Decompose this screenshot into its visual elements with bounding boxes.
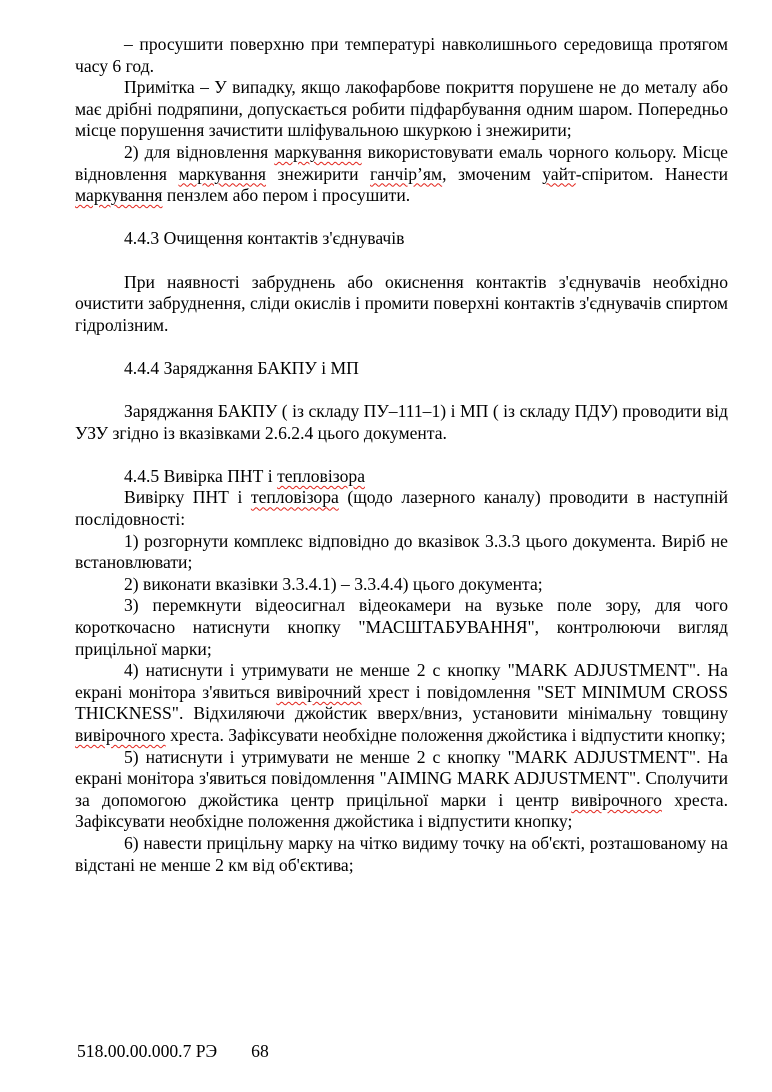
spellcheck-word: вивірочного xyxy=(571,789,662,810)
step-2: 2) виконати вказівки 3.3.4.1) – 3.3.4.4) цього документа; xyxy=(124,573,543,594)
spellcheck-word: вивірочний xyxy=(276,681,362,702)
spellcheck-word: тепловізора xyxy=(250,487,339,508)
page-number: 68 xyxy=(251,1041,269,1061)
heading-4-4-5: 4.4.5 Вивірка ПНТ і тепловізора xyxy=(124,465,365,486)
spellcheck-word: ганчір’ям xyxy=(370,163,443,184)
spellcheck-word: маркування xyxy=(178,163,266,184)
spellcheck-word: маркування xyxy=(274,141,362,162)
spellcheck-word: уайт xyxy=(542,163,576,184)
paragraph-contacts-cleaning: При наявності забруднень або окиснення контактів з'єднувачів необхідно очистити забруднення, сліди окислів і промити поверхні контактів з'єднувачів спиртом гідролізним. xyxy=(75,271,728,335)
document-code: 518.00.00.000.7 РЭ xyxy=(77,1041,218,1061)
step-4: 4) натиснути і утримувати не менше 2 с кнопку "MARK ADJUSTMENT". На екрані монітора з'явиться вивірочний хрест і повідомлення "SET MINIMUM CROSS THICKNESS". Відхиляючи джойстик вверх/вниз, установити мінімальну товщину вивірочного хреста. Зафіксувати необхідне положення джойстика і відпустити кнопку; xyxy=(75,660,728,745)
paragraph-note: Примітка – У випадку, якщо лакофарбове покриття порушене не до металу або має дрібні подряпини, допускається робити підфарбування одним шаром. Попередньо місце порушення зачистити шліфувальною шкуркою і знежирити; xyxy=(75,77,728,141)
step-5: 5) натиснути і утримувати не менше 2 с кнопку "MARK ADJUSTMENT". На екрані монітора з'явиться повідомлення "AIMING MARK ADJUSTMENT". Сполучити за допомогою джойстика центр прицільної марки і центр вивірочного хреста. Зафіксувати необхідне положення джойстика і відпустити кнопку; xyxy=(75,746,728,832)
document-page xyxy=(75,34,728,876)
step-1: 1) розгорнути комплекс відповідно до вказівок 3.3.3 цього документа. Виріб не встановлювати; xyxy=(75,530,728,573)
paragraph-marking-restore: 2) для відновлення маркування використовувати емаль чорного кольору. Місце відновлення маркування знежирити ганчір’ям, змоченим уайт-спіритом. Нанести маркування пензлем або пером і просушити. xyxy=(75,141,729,206)
spellcheck-word: вивірочного xyxy=(75,725,166,745)
heading-4-4-3: 4.4.3 Очищення контактів з'єднувачів xyxy=(124,228,405,249)
step-3: 3) перемкнути відеосигнал відеокамери на вузьке поле зору, для чого короткочасно натиснути кнопку "МАСШТАБУВАННЯ", контролюючи вигляд прицільної марки; xyxy=(75,595,728,659)
page-footer xyxy=(77,1041,269,1062)
heading-4-4-4: 4.4.4 Заряджання БАКПУ і МП xyxy=(124,357,359,378)
paragraph-alignment-intro: Вивірку ПНТ і тепловізора (щодо лазерного каналу) проводити в наступній послідовності: xyxy=(75,487,728,530)
spellcheck-word: маркування xyxy=(75,185,163,206)
paragraph-dry-surface: – просушити поверхню при температурі навколишнього середовища протягом часу 6 год. xyxy=(75,34,728,76)
paragraph-charging: Заряджання БАКПУ ( із складу ПУ–111–1) і МП ( із складу ПДУ) проводити від УЗУ згідно із вказівками 2.6.2.4 цього документа. xyxy=(75,401,728,443)
step-6: 6) навести прицільну марку на чітко видиму точку на об'єкті, розташованому на відстані не менше 2 км від об'єктива; xyxy=(75,832,728,875)
spellcheck-word: тепловізора xyxy=(277,465,365,486)
